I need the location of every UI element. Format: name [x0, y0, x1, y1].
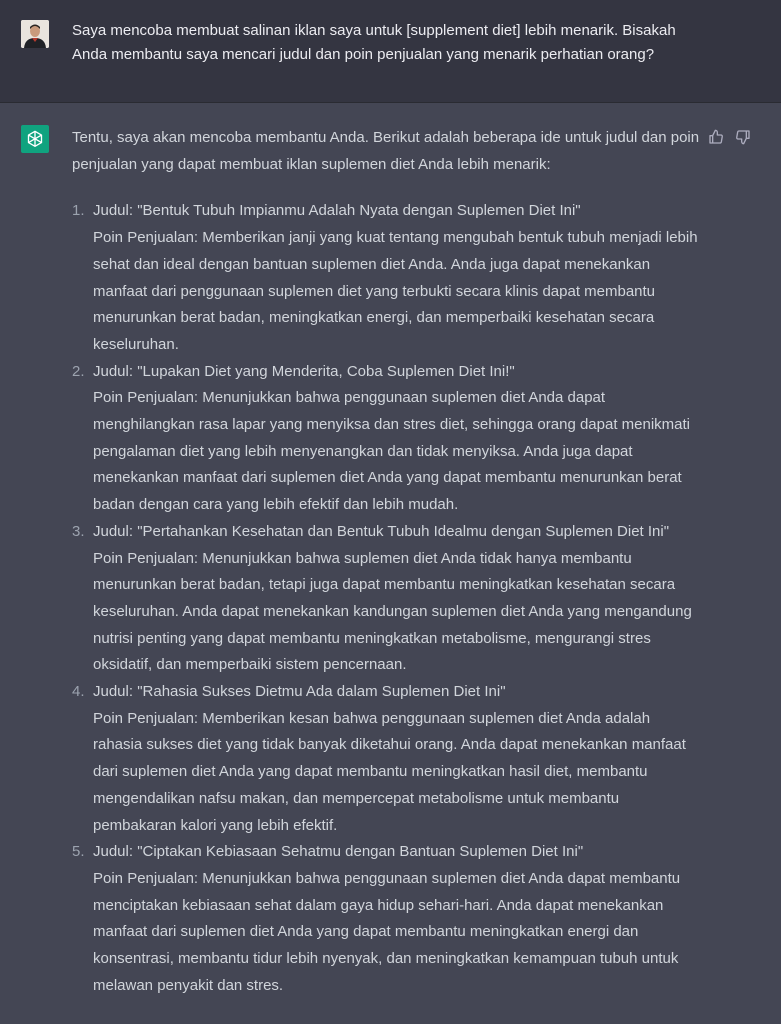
list-item [72, 198, 702, 358]
assistant-message-row [0, 103, 781, 1024]
list-number: 3. [72, 522, 85, 540]
item-selling-point: Poin Penjualan: Menunjukkan bahwa penggunaan suplemen diet Anda dapat membantu menciptakan kebiasaan sehat dalam gaya hidup sehari-hari. Anda dapat menekankan manfaat dari suplemen diet Anda yang dapat membantu meningkatkan energi dan konsentrasi, membantu tidur lebih nyenyak, dan meningkatkan kemampuan tubuh untuk melawan penyakit dan stres. [93, 869, 681, 994]
item-headline: Judul: "Bentuk Tubuh Impianmu Adalah Nyata dengan Suplemen Diet Ini" [93, 202, 581, 220]
list-number: 2. [72, 362, 85, 380]
list-number: 5. [72, 843, 85, 861]
list-item [72, 679, 702, 839]
user-avatar [21, 20, 49, 48]
thumbs-up-button[interactable] [706, 127, 726, 147]
assistant-intro: Tentu, saya akan mencoba membantu Anda. Berikut adalah beberapa ide untuk judul dan poin penjualan yang dapat membuat iklan suplemen diet Anda lebih menarik: [72, 129, 700, 173]
assistant-avatar [21, 125, 49, 153]
user-avatar-photo [21, 20, 49, 48]
item-selling-point: Poin Penjualan: Menunjukkan bahwa penggunaan suplemen diet Anda dapat menghilangkan rasa lapar yang menyiksa dan stres diet, sehingga orang dapat menikmati pengalaman diet yang lebih menyenangkan dan tidak menyiksa. Anda juga dapat menekankan manfaat dari suplemen diet Anda yang dapat membantu menurunkan berat badan dengan cara yang lebih efektif dan lebih mudah. [93, 389, 691, 514]
item-selling-point: Poin Penjualan: Memberikan kesan bahwa penggunaan suplemen diet Anda adalah rahasia sukses diet yang tidak banyak diketahui orang. Anda dapat menekankan manfaat dari suplemen diet Anda yang dapat membantu meningkatkan hasil diet, membantu mengendalikan nafsu makan, dan mempercepat metabolisme untuk membantu pembakaran kalori yang lebih efektif. [93, 709, 686, 834]
list-number: 4. [72, 683, 85, 701]
item-headline: Judul: "Rahasia Sukses Dietmu Ada dalam Suplemen Diet Ini" [93, 683, 506, 701]
item-selling-point: Poin Penjualan: Memberikan janji yang kuat tentang mengubah bentuk tubuh menjadi lebih sehat dan ideal dengan bantuan suplemen diet Anda. Anda juga dapat menekankan manfaat dari penggunaan suplemen diet yang terbukti secara klinis dapat membantu menurunkan berat badan, meningkatkan energi, dan memperbaiki kesehatan secara keseluruhan. [93, 229, 698, 353]
ideas-list [72, 198, 702, 999]
thumbs-down-button[interactable] [733, 127, 753, 147]
item-headline: Judul: "Pertahankan Kesehatan dan Bentuk Tubuh Idealmu dengan Suplemen Diet Ini" [93, 522, 670, 540]
thumbs-up-icon [708, 129, 724, 145]
list-item [72, 519, 702, 679]
item-headline: Judul: "Lupakan Diet yang Menderita, Coba Suplemen Diet Ini!" [93, 362, 515, 380]
list-number: 1. [72, 202, 85, 220]
openai-logo-icon [25, 129, 45, 149]
item-headline: Judul: "Ciptakan Kebiasaan Sehatmu dengan Bantuan Suplemen Diet Ini" [93, 843, 584, 861]
list-item [72, 359, 702, 519]
item-selling-point: Poin Penjualan: Menunjukkan bahwa suplemen diet Anda tidak hanya membantu menurunkan berat badan, tetapi juga dapat membantu meningkatkan kesehatan secara keseluruhan. Anda dapat menekankan kandungan suplemen diet Anda yang mengandung nutrisi penting yang dapat membantu meningkatkan metabolisme, mengurangi stres oksidatif, dan memperbaiki sistem pencernaan. [93, 549, 692, 674]
user-message-text: Saya mencoba membuat salinan iklan saya untuk [supplement diet] lebih menarik. Bisakah Anda membantu saya mencari judul dan poin penjualan yang menarik perhatian orang? [72, 22, 676, 63]
assistant-message-content [72, 125, 702, 1000]
user-message-row [0, 0, 781, 103]
thumbs-down-icon [735, 129, 751, 145]
list-item [72, 839, 702, 999]
